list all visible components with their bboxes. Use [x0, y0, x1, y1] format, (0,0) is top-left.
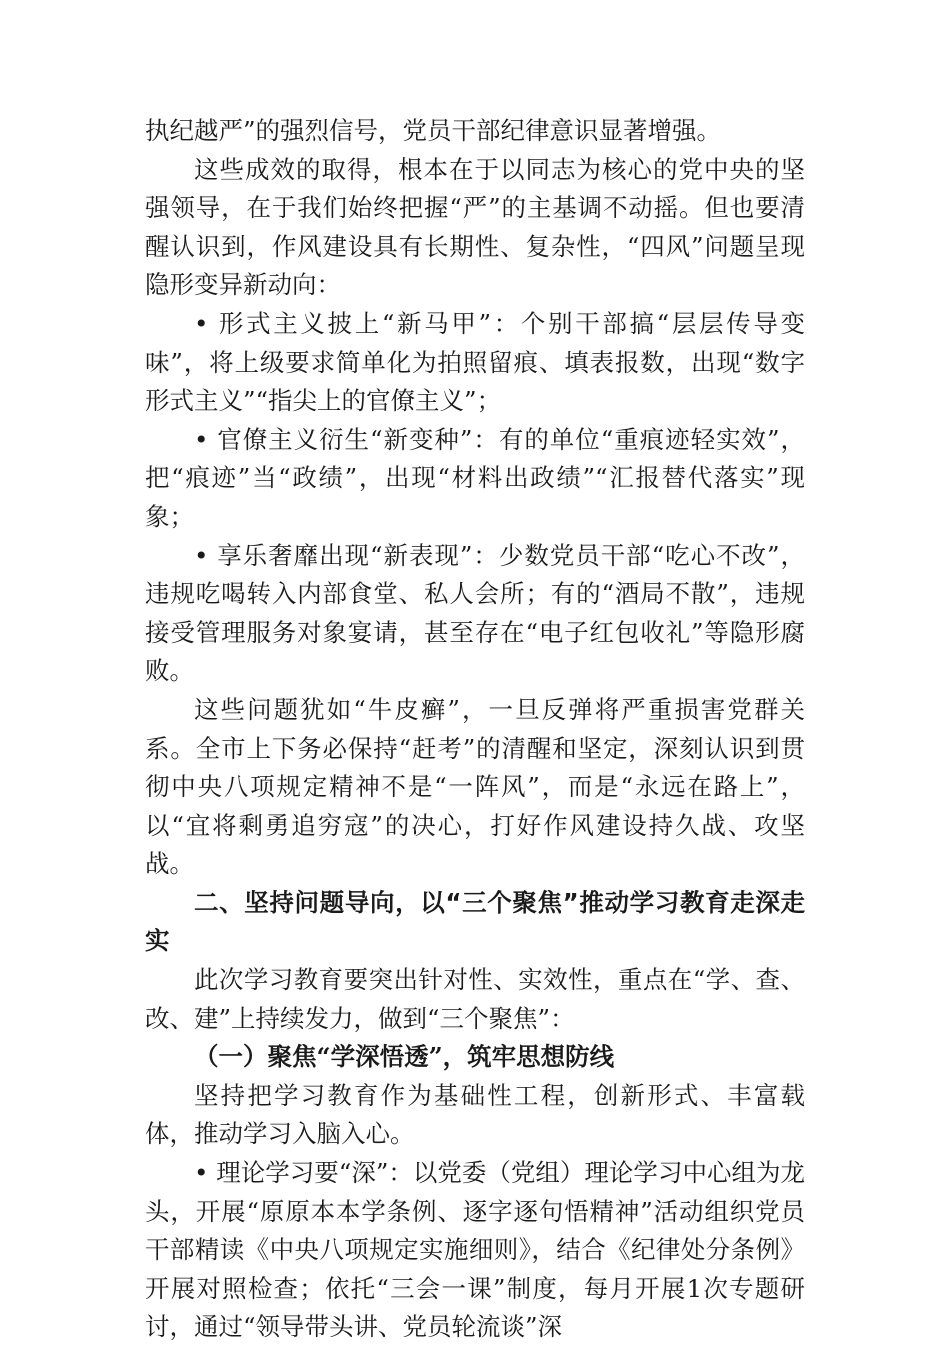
paragraph-continuation: 执纪越严”的强烈信号，党员干部纪律意识显著增强。	[145, 116, 722, 145]
bullet-item-bureaucratism	[145, 421, 805, 537]
paragraph-body: 这些问题犹如“牛皮癣”，一旦反弹将严重损害党群关系。全市上下务必保持“赶考”的清醒和坚定，深刻认识到贯彻中央八项规定精神不是“一阵风”，而是“永远在路上”，以“宜将剩勇追穷寇”的决心，打好作风建设持久战、攻坚战。	[145, 694, 805, 879]
paragraph-body: 这些成效的取得，根本在于以同志为核心的党中央的坚强领导，在于我们始终把握“严”的主基调不动摇。但也要清醒认识到，作风建设具有长期性、复杂性，“四风”问题呈现隐形变异新动向：	[145, 154, 805, 300]
bullet-icon: •	[194, 308, 209, 338]
bullet-text: 享乐奢靡出现“新表现”：少数党员干部“吃心不改”，违规吃喝转入内部食堂、私人会所；有的“酒局不散”，违规接受管理服务对象宴请，甚至存在“电子红包收礼”等隐形腐败。	[145, 540, 805, 686]
section-heading: 二、坚持问题导向，以“三个聚焦”推动学习教育走深走实	[145, 887, 805, 956]
bullet-icon: •	[194, 1158, 209, 1188]
subsection-heading: （一）聚焦“学深悟透”，筑牢思想防线	[194, 1042, 615, 1072]
bullet-item-hedonism	[145, 537, 805, 691]
bullet-item-theory-study	[145, 1154, 805, 1347]
bullet-item-formalism	[145, 305, 805, 421]
paragraph-body: 此次学习教育要突出针对性、实效性，重点在“学、查、改、建”上持续发力，做到“三个聚焦”：	[145, 965, 805, 1033]
bullet-text: 形式主义披上“新马甲”：个别干部搞“层层传导变味”，将上级要求简单化为拍照留痕、填表报数，出现“数字形式主义”“指尖上的官僚主义”；	[145, 308, 805, 416]
bullet-icon: •	[194, 540, 209, 570]
bullet-icon: •	[194, 424, 209, 454]
bullet-text: 理论学习要“深”：以党委（党组）理论学习中心组为龙头，开展“原原本本学条例、逐字逐句悟精神”活动组织党员干部精读《中央八项规定实施细则》，结合《纪律处分条例》开展对照检查；依托“三会一课”制度，每月开展1次专题研讨，通过“领导带头讲、党员轮流谈”深	[145, 1158, 805, 1342]
paragraph-body: 坚持把学习教育作为基础性工程，创新形式、丰富载体，推动学习入脑入心。	[145, 1080, 805, 1149]
bullet-text: 官僚主义衍生“新变种”：有的单位“重痕迹轻实效”，把“痕迹”当“政绩”，出现“材料出政绩”“汇报替代落实”现象；	[145, 424, 805, 531]
document-page	[145, 112, 805, 1347]
